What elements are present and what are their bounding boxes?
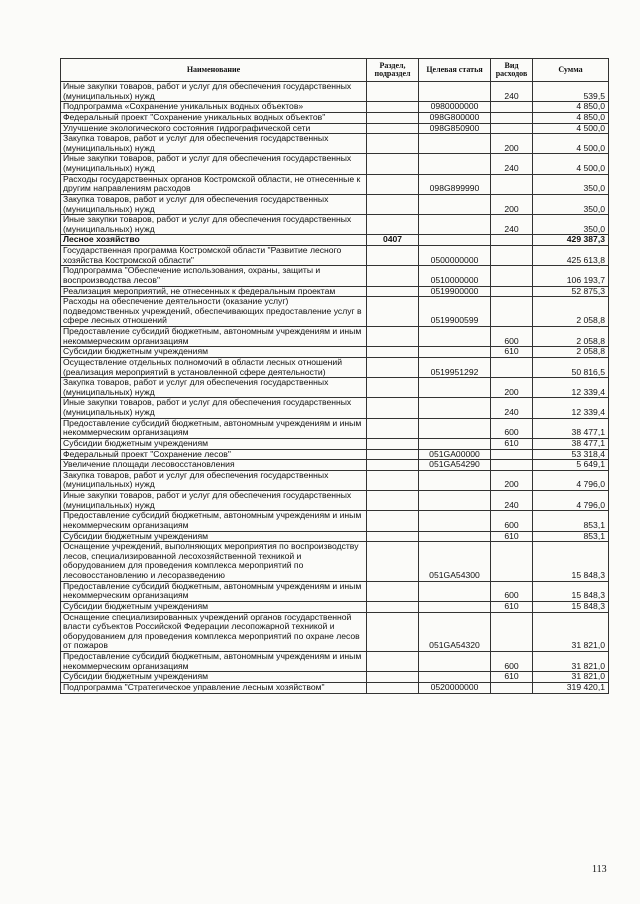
cell-section bbox=[367, 134, 419, 154]
table-row bbox=[61, 327, 609, 347]
cell-sum: 15 848,3 bbox=[533, 542, 609, 582]
cell-expense bbox=[491, 286, 533, 297]
cell-target bbox=[419, 154, 491, 174]
cell-target bbox=[419, 134, 491, 154]
cell-target bbox=[419, 470, 491, 490]
table-row bbox=[61, 612, 609, 652]
cell-target bbox=[419, 652, 491, 672]
cell-target bbox=[419, 672, 491, 683]
cell-sum: 853,1 bbox=[533, 511, 609, 531]
cell-expense: 610 bbox=[491, 601, 533, 612]
table-row bbox=[61, 491, 609, 511]
cell-section bbox=[367, 491, 419, 511]
cell-expense bbox=[491, 102, 533, 113]
cell-name: Предоставление субсидий бюджетным, автономным учреждениям и иным некоммерческим организациям bbox=[61, 327, 367, 347]
cell-section bbox=[367, 601, 419, 612]
table-row bbox=[61, 123, 609, 134]
cell-section bbox=[367, 286, 419, 297]
cell-expense: 240 bbox=[491, 82, 533, 102]
cell-name: Лесное хозяйство bbox=[61, 235, 367, 246]
cell-name: Подпрограмма "Стратегическое управление лесным хозяйством" bbox=[61, 682, 367, 693]
cell-sum: 4 500,0 bbox=[533, 123, 609, 134]
cell-sum: 4 796,0 bbox=[533, 491, 609, 511]
cell-expense bbox=[491, 612, 533, 652]
table-row bbox=[61, 531, 609, 542]
cell-section bbox=[367, 174, 419, 194]
cell-target: 051GA00000 bbox=[419, 449, 491, 460]
cell-target: 0520000000 bbox=[419, 682, 491, 693]
table-row bbox=[61, 470, 609, 490]
cell-section bbox=[367, 266, 419, 286]
cell-sum: 38 477,1 bbox=[533, 438, 609, 449]
cell-section bbox=[367, 511, 419, 531]
table-row bbox=[61, 357, 609, 377]
cell-section bbox=[367, 438, 419, 449]
cell-target: 0980000000 bbox=[419, 102, 491, 113]
cell-target bbox=[419, 491, 491, 511]
cell-sum: 4 500,0 bbox=[533, 134, 609, 154]
cell-sum: 15 848,3 bbox=[533, 581, 609, 601]
cell-section bbox=[367, 542, 419, 582]
cell-target bbox=[419, 531, 491, 542]
cell-expense: 610 bbox=[491, 531, 533, 542]
cell-sum: 5 649,1 bbox=[533, 460, 609, 471]
cell-sum: 38 477,1 bbox=[533, 418, 609, 438]
cell-sum: 4 850,0 bbox=[533, 112, 609, 123]
table-row bbox=[61, 542, 609, 582]
table-row bbox=[61, 347, 609, 358]
table-row bbox=[61, 438, 609, 449]
cell-target: 0519900000 bbox=[419, 286, 491, 297]
table-row bbox=[61, 112, 609, 123]
cell-sum: 2 058,8 bbox=[533, 347, 609, 358]
cell-section bbox=[367, 194, 419, 214]
cell-expense: 240 bbox=[491, 154, 533, 174]
cell-target bbox=[419, 581, 491, 601]
table-row bbox=[61, 174, 609, 194]
cell-expense: 200 bbox=[491, 134, 533, 154]
cell-section bbox=[367, 357, 419, 377]
table-row bbox=[61, 460, 609, 471]
cell-section bbox=[367, 449, 419, 460]
table-row bbox=[61, 297, 609, 327]
cell-target bbox=[419, 194, 491, 214]
cell-section: 0407 bbox=[367, 235, 419, 246]
table-row bbox=[61, 134, 609, 154]
cell-name: Субсидии бюджетным учреждениям bbox=[61, 347, 367, 358]
cell-expense: 240 bbox=[491, 215, 533, 235]
cell-expense: 600 bbox=[491, 418, 533, 438]
table-row bbox=[61, 82, 609, 102]
cell-target bbox=[419, 82, 491, 102]
cell-sum: 31 821,0 bbox=[533, 652, 609, 672]
cell-section bbox=[367, 470, 419, 490]
cell-expense: 240 bbox=[491, 398, 533, 418]
cell-expense: 200 bbox=[491, 470, 533, 490]
cell-section bbox=[367, 460, 419, 471]
cell-name: Федеральный проект "Сохранение лесов" bbox=[61, 449, 367, 460]
cell-sum: 350,0 bbox=[533, 215, 609, 235]
table-row bbox=[61, 246, 609, 266]
cell-sum: 53 318,4 bbox=[533, 449, 609, 460]
cell-name: Закупка товаров, работ и услуг для обеспечения государственных (муниципальных) нужд bbox=[61, 134, 367, 154]
cell-section bbox=[367, 82, 419, 102]
cell-target: 051GA54290 bbox=[419, 460, 491, 471]
cell-target: 098G850900 bbox=[419, 123, 491, 134]
cell-name: Реализация мероприятий, не отнесенных к федеральным проектам bbox=[61, 286, 367, 297]
cell-name: Улучшение экологического состояния гидрографической сети bbox=[61, 123, 367, 134]
cell-target: 0519900599 bbox=[419, 297, 491, 327]
cell-name: Государственная программа Костромской области "Развитие лесного хозяйства Костромской области" bbox=[61, 246, 367, 266]
cell-section bbox=[367, 378, 419, 398]
cell-section bbox=[367, 215, 419, 235]
cell-name: Субсидии бюджетным учреждениям bbox=[61, 438, 367, 449]
table-row bbox=[61, 235, 609, 246]
table-row bbox=[61, 682, 609, 693]
cell-expense bbox=[491, 123, 533, 134]
cell-expense: 600 bbox=[491, 511, 533, 531]
header-section: Раздел, подраздел bbox=[367, 59, 419, 82]
cell-section bbox=[367, 531, 419, 542]
table-row bbox=[61, 672, 609, 683]
cell-section bbox=[367, 652, 419, 672]
cell-name: Подпрограмма «Сохранение уникальных водных объектов» bbox=[61, 102, 367, 113]
cell-target bbox=[419, 347, 491, 358]
cell-target: 051GA54320 bbox=[419, 612, 491, 652]
cell-target bbox=[419, 511, 491, 531]
cell-name: Иные закупки товаров, работ и услуг для обеспечения государственных (муниципальных) нужд bbox=[61, 398, 367, 418]
cell-expense bbox=[491, 174, 533, 194]
table-body bbox=[61, 82, 609, 694]
table-row bbox=[61, 418, 609, 438]
cell-expense bbox=[491, 235, 533, 246]
cell-target bbox=[419, 215, 491, 235]
cell-sum: 425 613,8 bbox=[533, 246, 609, 266]
cell-sum: 4 850,0 bbox=[533, 102, 609, 113]
cell-expense: 610 bbox=[491, 438, 533, 449]
header-target: Целевая статья bbox=[419, 59, 491, 82]
cell-expense: 610 bbox=[491, 672, 533, 683]
cell-expense bbox=[491, 112, 533, 123]
cell-sum: 539,5 bbox=[533, 82, 609, 102]
cell-section bbox=[367, 102, 419, 113]
cell-expense bbox=[491, 460, 533, 471]
cell-name: Увеличение площади лесовосстановления bbox=[61, 460, 367, 471]
cell-sum: 12 339,4 bbox=[533, 398, 609, 418]
cell-target: 051GA54300 bbox=[419, 542, 491, 582]
cell-expense: 600 bbox=[491, 581, 533, 601]
cell-sum: 350,0 bbox=[533, 174, 609, 194]
cell-name: Предоставление субсидий бюджетным, автономным учреждениям и иным некоммерческим организациям bbox=[61, 652, 367, 672]
cell-target bbox=[419, 418, 491, 438]
cell-expense bbox=[491, 542, 533, 582]
table-row bbox=[61, 154, 609, 174]
cell-expense bbox=[491, 449, 533, 460]
cell-sum: 31 821,0 bbox=[533, 612, 609, 652]
table-row bbox=[61, 286, 609, 297]
cell-section bbox=[367, 682, 419, 693]
cell-name: Подпрограмма "Обеспечение использования, охраны, защиты и воспроизводства лесов" bbox=[61, 266, 367, 286]
cell-name: Закупка товаров, работ и услуг для обеспечения государственных (муниципальных) нужд bbox=[61, 378, 367, 398]
table-row bbox=[61, 266, 609, 286]
table-row bbox=[61, 194, 609, 214]
cell-name: Иные закупки товаров, работ и услуг для обеспечения государственных (муниципальных) нужд bbox=[61, 491, 367, 511]
cell-expense bbox=[491, 297, 533, 327]
cell-expense: 600 bbox=[491, 652, 533, 672]
cell-section bbox=[367, 297, 419, 327]
cell-name: Осуществление отдельных полномочий в области лесных отношений (реализация мероприятий в установленной сфере деятельности) bbox=[61, 357, 367, 377]
cell-target bbox=[419, 235, 491, 246]
table-header-row bbox=[61, 59, 609, 82]
cell-sum: 853,1 bbox=[533, 531, 609, 542]
cell-expense: 610 bbox=[491, 347, 533, 358]
cell-sum: 31 821,0 bbox=[533, 672, 609, 683]
table-row bbox=[61, 215, 609, 235]
cell-name: Федеральный проект "Сохранение уникальных водных объектов" bbox=[61, 112, 367, 123]
cell-target: 0500000000 bbox=[419, 246, 491, 266]
cell-target bbox=[419, 438, 491, 449]
cell-sum: 12 339,4 bbox=[533, 378, 609, 398]
cell-name: Предоставление субсидий бюджетным, автономным учреждениям и иным некоммерческим организациям bbox=[61, 511, 367, 531]
cell-target: 098G800000 bbox=[419, 112, 491, 123]
header-name: Наименование bbox=[61, 59, 367, 82]
budget-sheet bbox=[60, 58, 608, 694]
cell-name: Субсидии бюджетным учреждениям bbox=[61, 531, 367, 542]
cell-section bbox=[367, 612, 419, 652]
budget-table bbox=[60, 58, 609, 694]
cell-expense: 600 bbox=[491, 327, 533, 347]
cell-sum: 50 816,5 bbox=[533, 357, 609, 377]
cell-name: Иные закупки товаров, работ и услуг для обеспечения государственных (муниципальных) нужд bbox=[61, 154, 367, 174]
header-sum: Сумма bbox=[533, 59, 609, 82]
cell-sum: 350,0 bbox=[533, 194, 609, 214]
cell-section bbox=[367, 112, 419, 123]
cell-target bbox=[419, 601, 491, 612]
cell-name: Предоставление субсидий бюджетным, автономным учреждениям и иным некоммерческим организациям bbox=[61, 418, 367, 438]
cell-expense: 200 bbox=[491, 378, 533, 398]
cell-name: Иные закупки товаров, работ и услуг для обеспечения государственных (муниципальных) нужд bbox=[61, 82, 367, 102]
cell-name: Расходы государственных органов Костромской области, не отнесенные к другим направлениям расходов bbox=[61, 174, 367, 194]
cell-section bbox=[367, 347, 419, 358]
cell-expense: 200 bbox=[491, 194, 533, 214]
cell-target bbox=[419, 378, 491, 398]
cell-target: 0510000000 bbox=[419, 266, 491, 286]
cell-section bbox=[367, 672, 419, 683]
page-number: 113 bbox=[592, 864, 607, 875]
cell-name: Предоставление субсидий бюджетным, автономным учреждениям и иным некоммерческим организациям bbox=[61, 581, 367, 601]
cell-sum: 15 848,3 bbox=[533, 601, 609, 612]
table-row bbox=[61, 398, 609, 418]
table-row bbox=[61, 581, 609, 601]
header-expense: Вид расходов bbox=[491, 59, 533, 82]
table-row bbox=[61, 102, 609, 113]
cell-section bbox=[367, 418, 419, 438]
cell-sum: 106 193,7 bbox=[533, 266, 609, 286]
cell-target: 0519951292 bbox=[419, 357, 491, 377]
cell-name: Оснащение учреждений, выполняющих мероприятия по воспроизводству лесов, специализированной лесохозяйственной техникой и оборудованием для проведения комплекса мероприятий по лесовосстановлению и лесоразведению bbox=[61, 542, 367, 582]
cell-expense: 240 bbox=[491, 491, 533, 511]
cell-section bbox=[367, 581, 419, 601]
cell-target bbox=[419, 398, 491, 418]
cell-name: Закупка товаров, работ и услуг для обеспечения государственных (муниципальных) нужд bbox=[61, 194, 367, 214]
cell-sum: 4 500,0 bbox=[533, 154, 609, 174]
cell-name: Субсидии бюджетным учреждениям bbox=[61, 672, 367, 683]
cell-target bbox=[419, 327, 491, 347]
cell-sum: 52 875,3 bbox=[533, 286, 609, 297]
cell-name: Иные закупки товаров, работ и услуг для обеспечения государственных (муниципальных) нужд bbox=[61, 215, 367, 235]
cell-expense bbox=[491, 246, 533, 266]
table-row bbox=[61, 601, 609, 612]
table-row bbox=[61, 511, 609, 531]
cell-section bbox=[367, 398, 419, 418]
cell-target: 098G899990 bbox=[419, 174, 491, 194]
cell-section bbox=[367, 246, 419, 266]
cell-sum: 319 420,1 bbox=[533, 682, 609, 693]
cell-section bbox=[367, 327, 419, 347]
cell-name: Закупка товаров, работ и услуг для обеспечения государственных (муниципальных) нужд bbox=[61, 470, 367, 490]
table-row bbox=[61, 449, 609, 460]
cell-sum: 4 796,0 bbox=[533, 470, 609, 490]
cell-sum: 429 387,3 bbox=[533, 235, 609, 246]
cell-expense bbox=[491, 266, 533, 286]
cell-name: Субсидии бюджетным учреждениям bbox=[61, 601, 367, 612]
cell-name: Расходы на обеспечение деятельности (оказание услуг) подведомственных учреждений, обеспечивающих предоставление услуг в сфере лесных отношений bbox=[61, 297, 367, 327]
cell-name: Оснащение специализированных учреждений органов государственной власти субъектов Российской Федерации лесопожарной техникой и оборудованием для проведения комплекса мероприятий по охране лесов от пожаров bbox=[61, 612, 367, 652]
cell-section bbox=[367, 123, 419, 134]
cell-expense bbox=[491, 357, 533, 377]
cell-expense bbox=[491, 682, 533, 693]
cell-section bbox=[367, 154, 419, 174]
cell-sum: 2 058,8 bbox=[533, 327, 609, 347]
table-row bbox=[61, 652, 609, 672]
cell-sum: 2 058,8 bbox=[533, 297, 609, 327]
table-row bbox=[61, 378, 609, 398]
